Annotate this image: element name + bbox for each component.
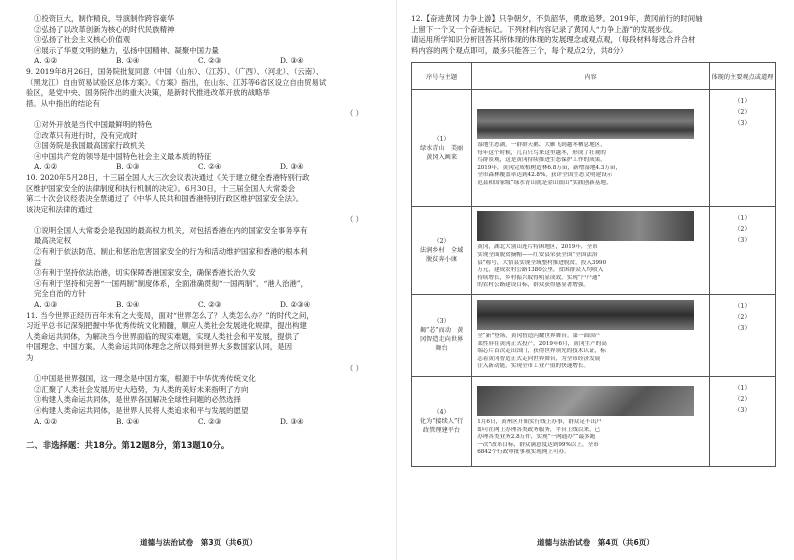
answer-slot: （1） (734, 302, 751, 310)
statement-line: 完全自治的方针 (34, 289, 86, 299)
statement-line: ②改革只有进行时，没有完成时 (34, 130, 138, 140)
header-theme: 序号与主题 (412, 63, 472, 90)
statement-line: ④构建人类命运共同体，是世界人民将人类追求和平与发展的愿望 (34, 405, 249, 415)
answer-cell[interactable] (709, 207, 775, 295)
q10-statements (26, 226, 383, 300)
table-row (412, 207, 776, 295)
table-row (412, 90, 776, 207)
option-b[interactable]: B. ①④ (116, 300, 140, 310)
option-a[interactable]: A. ①② (34, 56, 58, 66)
question-text: 习近平总书记深刻把握中华优秀传统文化精髓，顺应人类社会发展进化规律，提出构建 (26, 321, 307, 331)
theme-line: 化为“接续人”行 (419, 417, 464, 425)
service-hall-photo (477, 386, 694, 416)
page-footer: 道德与法治试卷 第4页（共6页） (537, 538, 654, 547)
statement-line: ④中国共产党的领导是中国特色社会主义最本质的特征 (34, 151, 212, 161)
statement-line: ④有利于坚持和完善“一国两制”制度体系，全面准确贯彻“一国两制”、“港人治港”， (34, 278, 308, 288)
content-line: 办理各类业务2.8万件，实现“一网通办”“最多跑 (477, 434, 596, 441)
content-line: 注入新动能，实现全市工业产值的快速增长。 (477, 363, 590, 370)
option-d[interactable]: D. ③④ (280, 56, 304, 66)
header-content: 内容 (472, 63, 710, 90)
question-text: 9. 2019年8月26日，国务院批复同意（中国（山东）、（江苏）、（广西）、（河北）、（云南）、 (26, 66, 324, 76)
statement-line: ①说明全国人大常委会是我国的最高权力机关，对包括香港在内的国家安全事务享有 (34, 225, 308, 235)
question-text: 11. 当今世界正经历百年未有之大变局，面对“世界怎么了？人类怎么办？”的时代之问， (26, 310, 314, 320)
answer-slot: （3） (734, 120, 751, 128)
answer-cell[interactable] (709, 376, 775, 466)
option-a[interactable]: A. ①③ (34, 300, 58, 310)
question-text: 料内容的两个观点即可，最多只能答三个，每个观点2分，共8分） (411, 45, 628, 55)
question-text: 中国理念、中国方案。人类命运共同体理念之所以得到世界大多数国家认同，是因 (26, 342, 293, 352)
village-photo (477, 211, 694, 241)
question-text: 该决定和法律的通过 (26, 204, 93, 214)
option-a[interactable]: A. ①② (34, 416, 58, 426)
content-line: 全市森林覆盖率达到42.8%，获评全国生态文明建设示 (477, 172, 613, 179)
question-9 (26, 67, 383, 109)
theme-line: 绿水青山 美丽 (419, 144, 464, 152)
row-theme (412, 294, 472, 376)
option-c[interactable]: C. ②④ (198, 162, 222, 172)
q8-statements (26, 14, 383, 56)
answer-paren: （ ） (345, 215, 363, 225)
row-content (472, 294, 710, 376)
option-c[interactable]: C. ②③ (198, 56, 222, 66)
content-line: 志着黄冈智造正式走向世界舞台，为全市经济发展 (477, 355, 601, 362)
option-a[interactable]: A. ①② (34, 162, 58, 172)
answer-slot: （1） (734, 98, 751, 106)
answer-slot: （1） (734, 215, 751, 223)
statement-line: ②弘扬了以改革创新为核心的时代民族精神 (34, 24, 175, 34)
answer-slot: （3） (734, 324, 751, 332)
q11-options (26, 417, 383, 428)
content-line: 范县和国家级“绿水青山就是金山银山”实践创新基地。 (477, 180, 612, 187)
content-line: 鸟群景观，这是黄冈持续推进生态保护工作的成果。 (477, 157, 606, 164)
question-text: 12.【奋进黄冈 力争上游】只争朝夕，不负韶华，勇敢追梦。2019年，黄冈前行的时间轴 (411, 14, 703, 23)
content-line: 全“新”登场，黄冈智造闪耀世界舞台。第一面国产 (477, 332, 601, 339)
content-line: 一次”改革目标，群众满意度达到99%以上，全市 (477, 441, 599, 448)
statement-line: ④展示了华夏文明的魅力，弘扬中国精神、凝聚中国力量 (34, 45, 219, 55)
factory-photo (477, 300, 694, 330)
answer-slot: （2） (734, 395, 751, 403)
row-theme (412, 90, 472, 207)
content-line: 端芯片首次走出国门，获得世界领先的技术认证，标 (477, 348, 606, 355)
option-d[interactable]: D. ③④ (280, 416, 304, 426)
option-d[interactable]: D. ③④ (280, 162, 304, 172)
content-line: 黄冈，湖北大别山连片特困地区，2019年，全市 (477, 244, 598, 251)
theme-line: （3） (433, 318, 450, 326)
content-line: 湿地生态湖，一群群天鹅、大雁飞到越冬栖息地区， (477, 142, 606, 149)
q9-options (26, 162, 383, 173)
question-text: 人类命运共同体，为解决当今世界面临的现实难题，实现人类社会和平发展，提供了 (26, 331, 300, 341)
q8-options (26, 56, 383, 67)
content-line: 的农村公路建设目标，群众获得感显著增强。 (477, 282, 590, 289)
theme-line: （1） (433, 135, 450, 143)
answer-paren: （ ） (345, 109, 363, 119)
material-table (411, 62, 776, 467)
option-d[interactable]: D. ②③④ (280, 300, 311, 310)
question-10 (26, 173, 383, 215)
option-b[interactable]: B. ①④ (116, 416, 140, 426)
option-c[interactable]: C. ②③ (198, 416, 222, 426)
content-line: 2019年，黄冈完成植树造林6.8万亩，新增湿地4.3万亩， (477, 164, 622, 171)
q10-options (26, 300, 383, 311)
content-line: 每年这个时候，几百只鸟来这里越冬，形成了壮观的 (477, 149, 606, 156)
question-text: 10. 2020年5月28日，十三届全国人大三次会议表决通过《关于建立健全香港特别行政 (26, 172, 310, 182)
statement-line: 益 (34, 257, 42, 267)
theme-line: 揭“芯”而动 黄 (419, 327, 464, 335)
question-12 (411, 14, 778, 56)
statement-line: ③国务院是我国最高国家行政机关 (34, 141, 145, 151)
question-text: 上留下一个又一个奋进标记。下列材料内容记录了黄冈人“力争上游”的发展步伐。 (411, 24, 678, 34)
statement-line: ③构建人类命运共同体，是世界各国解决全球性问题的必然选择 (34, 395, 241, 405)
question-text: 请运用所学知识分析回答其所体现的体现的发展理念或观点观，（每段材料每选合并合材 (411, 35, 696, 45)
answer-slot: （2） (734, 313, 751, 321)
answer-slot: （2） (734, 109, 751, 117)
row-content (472, 90, 710, 207)
statement-line: ②汇聚了人类社会发展历史大趋势，为人类的美好未来指明了方向 (34, 384, 249, 394)
page-4 (397, 0, 794, 560)
question-text: 为 (26, 353, 34, 362)
theme-line: （4） (433, 408, 450, 416)
row-theme (412, 376, 472, 466)
option-b[interactable]: B. ①③ (116, 162, 140, 172)
content-line: 持续增长，乡村振兴取得明显成效，实现“户户通” (477, 274, 601, 281)
theme-line: 法润乡村 全域 (419, 247, 464, 255)
statement-line: 最高决定权 (34, 236, 71, 246)
content-line: 万元，建成农村公路1380公里，贫困群众人均收入 (477, 267, 604, 274)
page-footer: 道德与法治试卷 第3页（共6页） (140, 538, 257, 547)
theme-line: 舞台 (435, 345, 448, 353)
q11-statements (26, 374, 383, 416)
theme-line: 黄冈入画来 (426, 153, 458, 161)
table-row (412, 376, 776, 466)
statement-line: ②有利于依法防范、制止和惩治危害国家安全的行为和活动维护国家和香港的根本利 (34, 247, 308, 257)
question-text: （黑龙江）自由贸易试验区总体方案》。《方案》指出，在山东、江苏等6省区设立自由贸易试 (26, 77, 327, 87)
content-line: 实现全面脱贫摘帽——红安县荣获全国“全国法治 (477, 251, 598, 258)
question-text: 验区，是党中央、国务院作出的重大决策，是新时代推进改革开放的战略举 (26, 88, 270, 98)
theme-line: 政管理建平台 (423, 426, 461, 434)
answer-slot: （1） (734, 384, 751, 392)
answer-paren: （ ） (345, 363, 363, 373)
question-text: 措。从中指出的结论有 (26, 98, 100, 108)
content-line: 即可在网上办理各类政务服务，平台上线以来，已 (477, 426, 601, 433)
statement-line: ①投资巨大，制作精良，导演制作跨容豪华 (34, 14, 175, 23)
statement-line: ①对外开放是当代中国最鲜明的特色 (34, 119, 153, 129)
answer-cell[interactable] (709, 294, 775, 376)
question-text: 第二十次会议经表决全票通过了《中华人民共和国香港特别行政区维护国家安全法》。 (26, 194, 304, 204)
row-content (472, 376, 710, 466)
answer-slot: （3） (734, 406, 751, 414)
section-heading: 二、非选择题：共18分。第12题8分，第13题10分。 (26, 440, 230, 451)
answer-slot: （2） (734, 226, 751, 234)
theme-line: 脱贫奔小康 (426, 256, 458, 264)
table-row (412, 294, 776, 376)
answer-cell[interactable] (709, 90, 775, 207)
q9-statements (26, 120, 383, 162)
option-b[interactable]: B. ①④ (116, 56, 140, 66)
option-c[interactable]: C. ②③ (198, 300, 222, 310)
row-theme (412, 207, 472, 295)
statement-line: ③弘扬了社会主义核心价值观 (34, 35, 131, 45)
statement-line: ①中国是世界强国，这一理念是中国方案，根源于中华优秀传统文化 (34, 374, 256, 384)
theme-line: 冈智造走向世界 (419, 336, 464, 344)
content-line: 县”称号，大悟县实现全域整村推进脱贫，投入3990 (477, 259, 607, 266)
row-content (472, 207, 710, 295)
table-header (412, 63, 776, 90)
content-line: 6842个行政审批事项实现网上可办。 (477, 449, 570, 456)
wetland-photo (477, 109, 694, 139)
question-text: 区维护国家安全的法律制度和执行机制的决定》。6月30日，十三届全国人大常委会 (26, 183, 296, 193)
question-11 (26, 311, 383, 364)
header-viewpoint: 体现的主要观点或道理 (709, 63, 775, 90)
theme-line: （2） (433, 238, 450, 246)
answer-slot: （3） (734, 237, 751, 245)
content-line: 1月6日，黄州区开始实行线上办事，群众足不出户 (477, 418, 602, 425)
content-line: 柔性屏在黄冈正式投产，2019年6月，黄冈生产的高 (477, 340, 607, 347)
statement-line: ③有利于坚持依法治港，切实保障香港国家安全，确保香港长治久安 (34, 268, 256, 278)
